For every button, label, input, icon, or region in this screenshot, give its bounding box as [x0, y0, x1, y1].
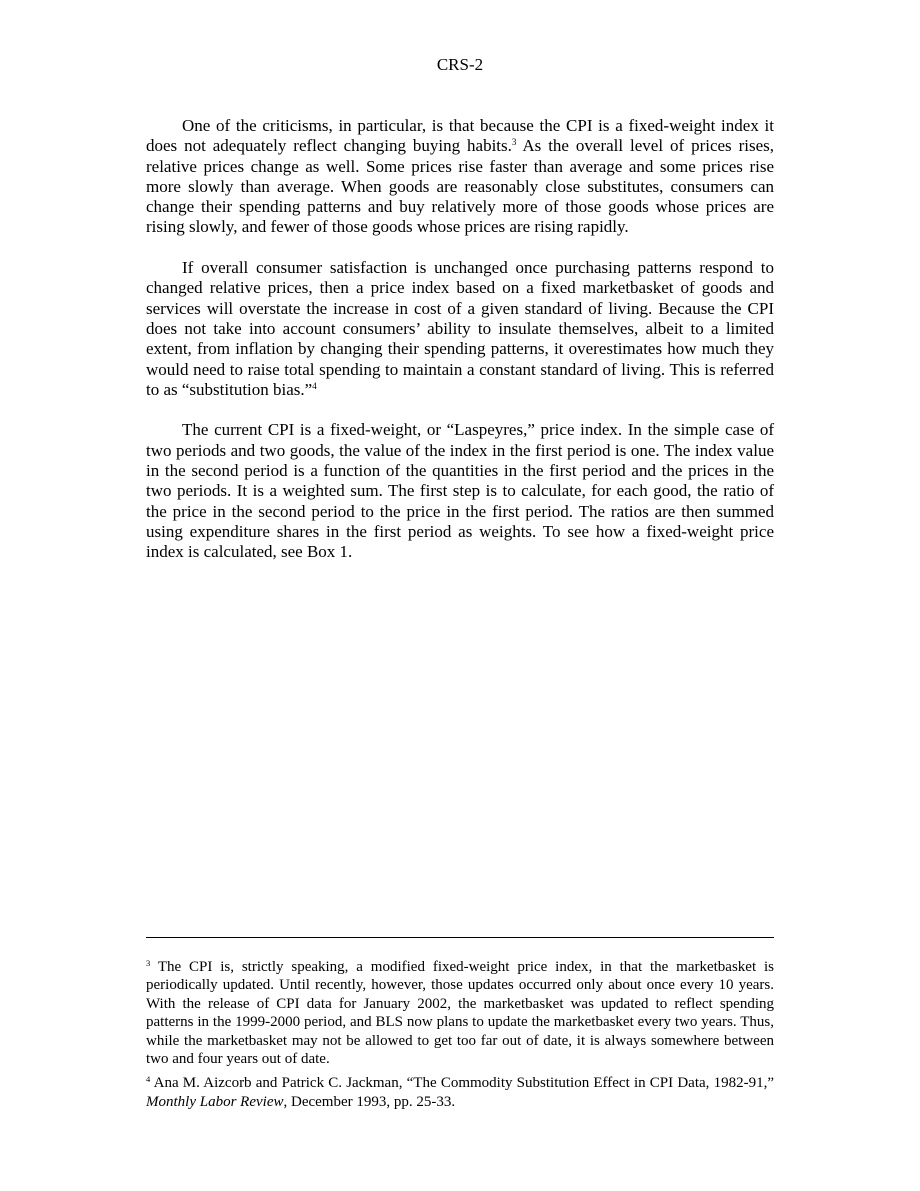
footnotes: [146, 958, 774, 1117]
paragraph-2: [146, 258, 774, 400]
footnote-3-text: The CPI is, strictly speaking, a modified fixed-weight price index, in that the marketbasket is periodically updated. Until recently, however, those updates occurred only about once every 10 years. With the release of CPI data for January 2002, the marketbasket was updated to reflect spending patterns in the 1999-2000 period, and BLS now plans to update the marketbasket every two years. Thus, while the marketbasket may not be allowed to get too far out of date, it is always somewhere between two and four years out of date.: [146, 959, 774, 1068]
footnote-ref-3[interactable]: 3: [511, 137, 517, 148]
footnote-marker-4: 4: [146, 1074, 151, 1085]
page-header: CRS-2: [436, 55, 484, 74]
paragraph-1: [146, 116, 774, 238]
paragraph-1-text-a: One of the criticisms, in particular, is that because the CPI is a fixed-weight index it does not adequately reflect changing buying habits.: [146, 116, 774, 156]
footnote-4-journal-title: Monthly Labor Review: [146, 1093, 284, 1110]
footnote-4: [146, 1074, 774, 1111]
footnote-divider: [146, 937, 774, 938]
paragraph-1-text-b: As the overall level of prices rises, relative prices change as well. Some prices rise faster than average and some prices rise more slowly than average. When goods are reasonably close substitutes, consumers can change their spending patterns and buy relatively more of those goods whose prices are rising slowly, and fewer of those goods whose prices are rising rapidly.: [146, 136, 775, 237]
footnote-4-text-b: , December 1993, pp. 25-33.: [283, 1093, 456, 1110]
footnote-3: [146, 958, 774, 1068]
paragraph-3: [146, 420, 774, 562]
body-text: [146, 116, 774, 583]
footnote-marker-3: 3: [146, 958, 151, 968]
paragraph-2-text: If overall consumer satisfaction is unchanged once purchasing patterns respond to changed relative prices, then a price index based on a fixed marketbasket of goods and services will overstate the increase in cost of a given standard of living. Because the CPI does not take into account consumers’ ability to insulate themselves, albeit to a limited extent, from inflation by changing their spending patterns, it overestimates how much they would need to raise total spending to maintain a constant standard of living. This is referred to as “substitution bias.”: [146, 258, 774, 399]
paragraph-3-text: The current CPI is a fixed-weight, or “Laspeyres,” price index. In the simple case of two periods and two goods, the value of the index in the first period is one. The index value in the second period is a function of the quantities in the first period and the prices in the two periods. It is a weighted sum. The first step is to calculate, for each good, the ratio of the price in the second period to the price in the first period. The ratios are then summed using expenditure shares in the first period as weights. To see how a fixed-weight price index is calculated, see Box 1.: [146, 420, 774, 562]
footnote-ref-4[interactable]: 4: [312, 380, 317, 391]
footnote-4-text-a: Ana M. Aizcorb and Patrick C. Jackman, “The Commodity Substitution Effect in CPI Data, 1982-91,”: [150, 1075, 774, 1092]
